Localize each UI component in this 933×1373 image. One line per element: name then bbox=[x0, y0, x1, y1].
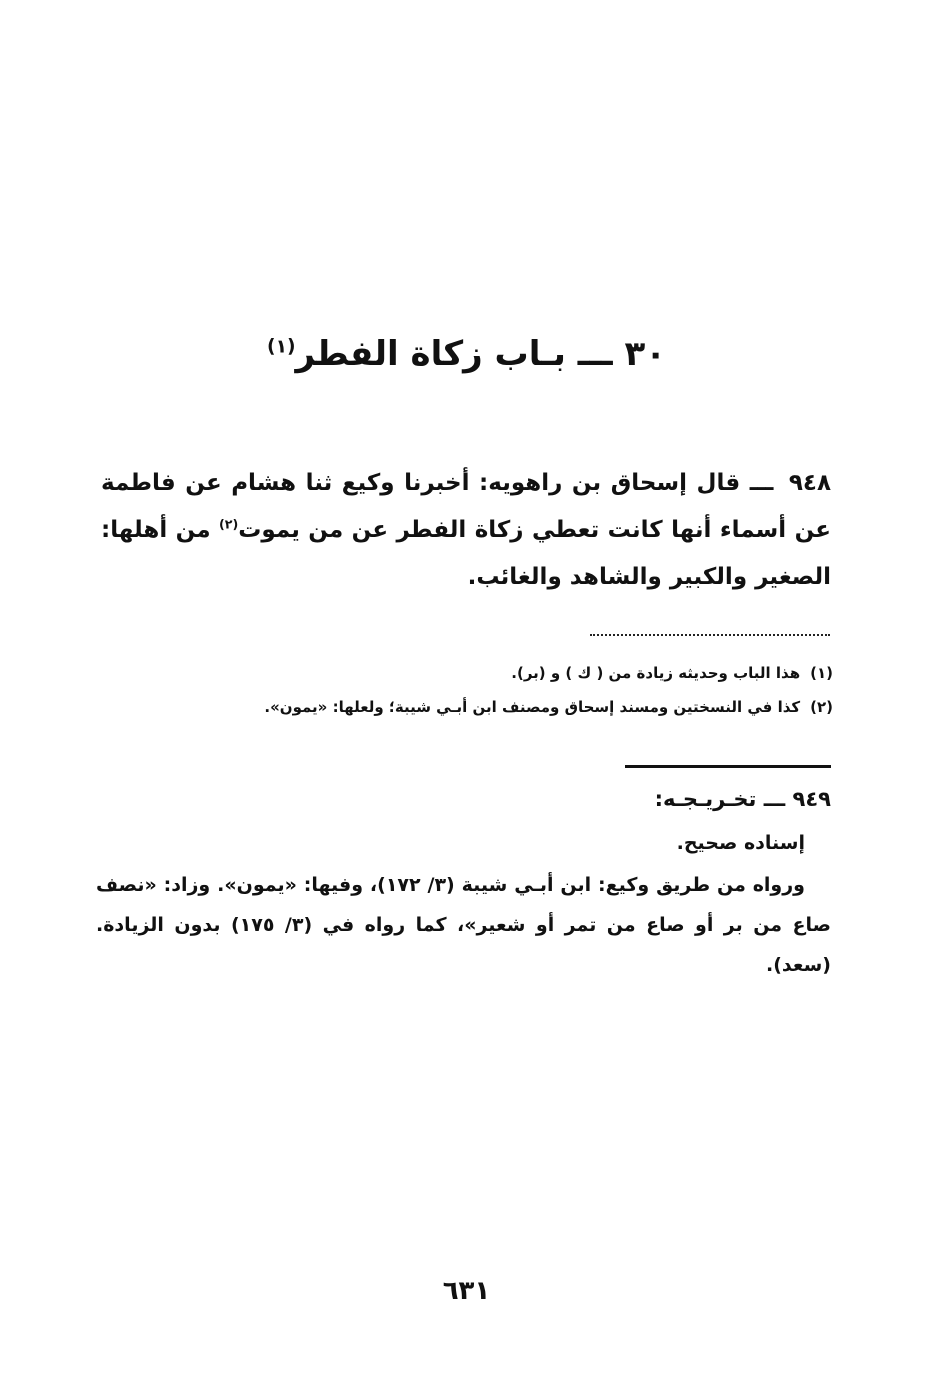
footnote-item bbox=[93, 656, 833, 690]
chapter-title bbox=[0, 332, 933, 376]
hadith-text-part2: من أهلها: الصغير والكبير والشاهد والغائب. bbox=[101, 517, 831, 590]
takhrij-heading bbox=[96, 781, 831, 817]
footnote-text: كذا في النسختين ومسند إسحاق ومصنف ابن أبـي شيبة؛ ولعلها: «يمون». bbox=[264, 698, 801, 716]
takhrij-separator: ـــ bbox=[763, 787, 786, 811]
takhrij-section bbox=[96, 781, 831, 985]
footnotes-list bbox=[93, 656, 833, 724]
chapter-title-text: بـاب زكاة الفطر bbox=[295, 334, 566, 374]
footnote-separator bbox=[590, 622, 830, 636]
hadith-number: ٩٤٨ bbox=[788, 470, 832, 496]
page-number: ٦٣١ bbox=[442, 1276, 491, 1306]
footnote-item bbox=[93, 690, 833, 724]
section-divider bbox=[625, 765, 831, 768]
isnad-grading: إسناده صحيح. bbox=[676, 832, 805, 854]
chapter-footnote-ref[interactable]: (١) bbox=[267, 336, 296, 358]
chapter-number: ٣٠ bbox=[624, 334, 666, 374]
footnote-text: هذا الباب وحديثه زيادة من ( ك ) و (بر). bbox=[511, 664, 801, 682]
footnote-number: (٢) bbox=[810, 698, 833, 716]
takhrij-number: ٩٤٩ bbox=[792, 787, 831, 811]
takhrij-body: ورواه من طريق وكيع: ابن أبـي شيبة (٣/ ١٧٢)، وفيها: «يمون». وزاد: «نصف صاع من بر أو صاع من تمر أو شعير»، كما رواه في (٣/ ١٧٥) بدون الزيادة. (سعد). bbox=[96, 874, 831, 976]
takhrij-label: تخـريـجـه: bbox=[654, 787, 757, 811]
footnote-number: (١) bbox=[810, 664, 833, 682]
hadith-footnote-ref[interactable]: (٢) bbox=[219, 516, 239, 532]
hadith-948 bbox=[101, 460, 831, 601]
hadith-separator: ـــ bbox=[749, 470, 774, 496]
chapter-separator: ـــ bbox=[577, 334, 613, 374]
hadith-text-part1: قال إسحاق بن راهويه: أخبرنا وكيع ثنا هشام عن فاطمة عن أسماء أنها كانت تعطي زكاة الفطر عن من يموت bbox=[101, 470, 831, 543]
